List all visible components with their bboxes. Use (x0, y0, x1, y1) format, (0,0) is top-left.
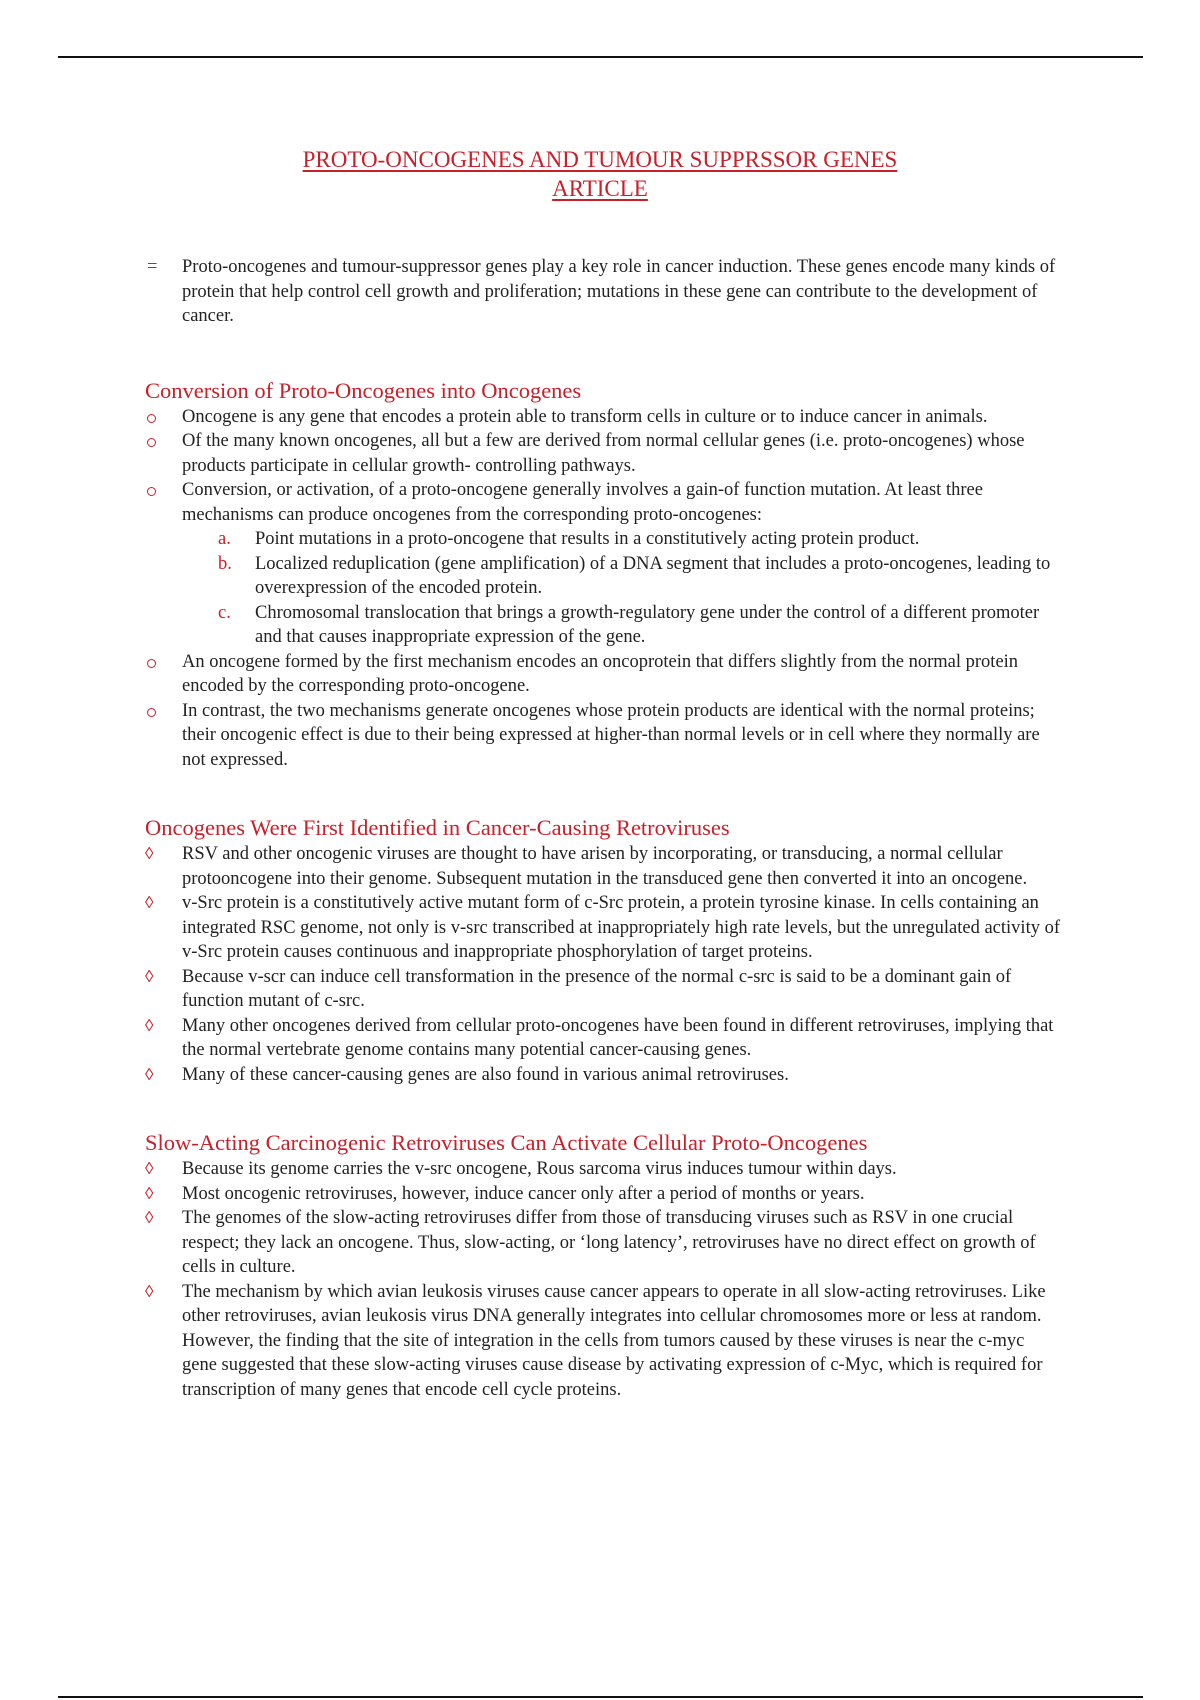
list-item (145, 405, 1060, 430)
section-1-heading: Conversion of Proto-Oncogenes into Oncogenes (145, 377, 582, 403)
list-item (145, 1206, 1060, 1280)
intro-text: Proto-oncogenes and tumour-suppressor genes play a key role in cancer induction. These genes encode many kinds of protein that help control cell growth and proliferation; mutations in these gene can contribute to the development of cancer. (182, 257, 1056, 326)
circle-bullet-icon (147, 487, 156, 496)
list-item (145, 965, 1060, 1014)
sub-item-text: Chromosomal translocation that brings a growth-regulatory gene under the control of a different promoter and that causes inappropriate expression of the gene. (255, 602, 1040, 647)
list-item (145, 1014, 1060, 1063)
list-item-text: Oncogene is any gene that encodes a protein able to transform cells in culture or to induce cancer in animals. (182, 406, 988, 427)
circle-bullet-icon (147, 659, 156, 668)
diamond-bullet-icon: ◊ (145, 1183, 154, 1203)
list-item-text: Many of these cancer-causing genes are also found in various animal retroviruses. (182, 1064, 789, 1085)
list-item-text: Many other oncogenes derived from cellular proto-oncogenes have been found in different retroviruses, implying that the normal vertebrate genome contains many potential cancer-causing genes. (182, 1015, 1054, 1060)
sub-item-letter: a. (218, 529, 231, 549)
section-1-list-continued (145, 650, 1060, 773)
section-1-list (145, 405, 1060, 528)
diamond-bullet-icon: ◊ (145, 1015, 154, 1035)
list-item-text: The mechanism by which avian leukosis viruses cause cancer appears to operate in all slow-acting retroviruses. Like other retroviruses, avian leukosis virus DNA generally integrates into cellular chromosomes more or less at random. However, the finding that the site of integration in the cells from tumors caused by these viruses is near the c-myc gene suggested that these slow-acting viruses cause disease by activating expression of c-Myc, which is required for transcription of many genes that encode cell cycle proteins. (182, 1281, 1046, 1400)
section-2-list (145, 842, 1060, 1087)
sub-item-text: Localized reduplication (gene amplification) of a DNA segment that includes a proto-oncogenes, leading to overexpression of the encoded protein. (255, 553, 1051, 598)
list-item (145, 1280, 1060, 1403)
circle-bullet-icon (147, 414, 156, 423)
list-item-text: The genomes of the slow-acting retroviruses differ from those of transducing viruses such as RSV in one crucial respect; they lack an oncogene. Thus, slow-acting, or ‘long latency’, retroviruses have no direct effect on growth of cells in culture. (182, 1208, 1036, 1277)
diamond-bullet-icon: ◊ (145, 1208, 154, 1227)
sub-item-letter: c. (218, 602, 231, 623)
section-3-heading: Slow-Acting Carcinogenic Retroviruses Can Activate Cellular Proto-Oncogenes (145, 1130, 868, 1155)
diamond-bullet-icon: ◊ (145, 893, 154, 912)
list-item (145, 650, 1060, 699)
list-item (145, 699, 1060, 773)
list-item (145, 1157, 1060, 1182)
mechanism-sublist (145, 527, 1060, 650)
section-3-list (145, 1157, 1060, 1402)
circle-bullet-icon (147, 438, 156, 447)
list-item (145, 478, 1060, 527)
list-item-text: Because v-scr can induce cell transformation in the presence of the normal c-src is said to be a dominant gain of function mutant of c-src. (182, 966, 1012, 1011)
document-title (0, 145, 1200, 203)
list-item-text: Of the many known oncogenes, all but a few are derived from normal cellular genes (i.e. proto-oncogenes) whose products participate in cellular growth- controlling pathways. (182, 431, 1025, 476)
intro-paragraph (145, 255, 1060, 329)
top-rule (58, 56, 1143, 58)
title-line-1: PROTO-ONCOGENES AND TUMOUR SUPPRSSOR GENES (302, 147, 898, 172)
list-item-text: In contrast, the two mechanisms generate oncogenes whose protein products are identical with the normal proteins; their oncogenic effect is due to their being expressed at higher-than normal levels or in cell where they normally are not expressed. (182, 700, 1040, 770)
list-item-text: An oncogene formed by the first mechanism encodes an oncoprotein that differs slightly from the normal protein encoded by the corresponding proto-oncogene. (182, 651, 1019, 696)
diamond-bullet-icon: ◊ (145, 966, 154, 986)
sub-list-item (145, 527, 1060, 552)
list-item (145, 429, 1060, 478)
diamond-bullet-icon: ◊ (145, 1281, 154, 1301)
circle-bullet-icon (147, 708, 156, 717)
list-item-text: Because its genome carries the v-src oncogene, Rous sarcoma virus induces tumour within days. (182, 1159, 897, 1179)
list-item-text: v-Src protein is a constitutively active mutant form of c-Src protein, a protein tyrosine kinase. In cells containing an integrated RSC genome, not only is v-src transcribed at inappropriately high rate levels, but the unregulated activity of v-Src protein causes continuous and inappropriate phosphorylation of target proteins. (182, 893, 1060, 962)
diamond-bullet-icon: ◊ (145, 844, 154, 863)
equals-bullet-icon: = (147, 257, 158, 277)
diamond-bullet-icon: ◊ (145, 1159, 154, 1178)
sub-item-letter: b. (218, 553, 232, 574)
list-item (145, 1182, 1060, 1207)
list-item (145, 842, 1060, 891)
title-line-2: ARTICLE (552, 176, 648, 201)
list-item-text: Most oncogenic retroviruses, however, induce cancer only after a period of months or years. (182, 1183, 865, 1204)
list-item-text: Conversion, or activation, of a proto-oncogene generally involves a gain-of function mutation. At least three mechanisms can produce oncogenes from the corresponding proto-oncogenes: (182, 480, 983, 525)
section-2-heading: Oncogenes Were First Identified in Cancer-Causing Retroviruses (145, 815, 730, 840)
sub-list-item (145, 552, 1060, 601)
list-item (145, 891, 1060, 965)
list-item-text: RSV and other oncogenic viruses are thought to have arisen by incorporating, or transducing, a normal cellular protooncogene into their genome. Subsequent mutation in the transduced gene then converted it into an oncogene. (182, 844, 1028, 889)
bottom-rule (58, 1696, 1143, 1698)
document-body (145, 255, 1060, 1402)
sub-list-item (145, 601, 1060, 650)
diamond-bullet-icon: ◊ (145, 1064, 154, 1084)
sub-item-text: Point mutations in a proto-oncogene that results in a constitutively acting protein product. (255, 529, 920, 549)
list-item (145, 1063, 1060, 1088)
